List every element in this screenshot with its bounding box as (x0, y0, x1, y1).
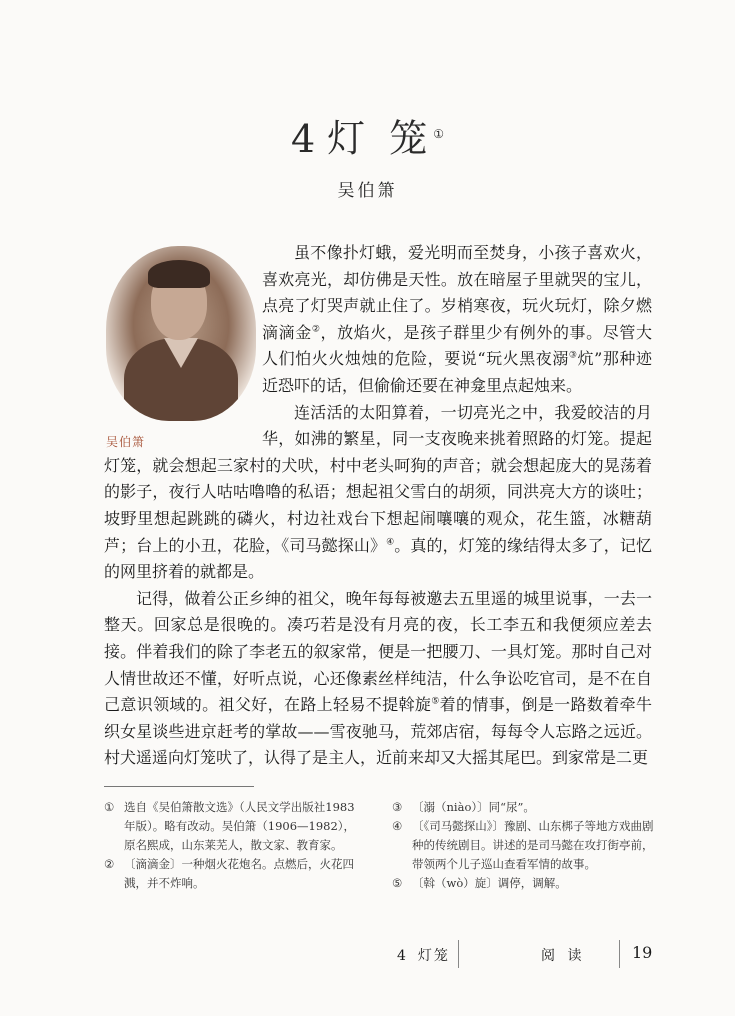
title-footnote-mark[interactable]: ① (433, 127, 445, 141)
footer-lesson-label: 4 灯笼 (397, 948, 450, 964)
page-number: 19 (632, 943, 653, 962)
footer-divider (458, 940, 459, 968)
footer-section-label: 阅 读 (541, 948, 586, 964)
paragraph: 虽不像扑灯蛾，爱光明而至焚身，小孩子喜欢火，喜欢亮光，却仿佛是天性。放在暗屋子里就哭的宝儿，点亮了灯哭声就止住了。岁梢寒夜，玩火玩灯，除夕燃滴滴金②，放焰火，是孩子群里少有例外的事。尽管大人们怕火火烛烛的危险，要说“玩火黑夜溺③炕”那种迹近恐吓的话，但偷偷还要在神龛里点起烛来。 (262, 243, 652, 395)
footnotes-right (392, 798, 654, 893)
lesson-title (0, 112, 735, 161)
article-body (104, 240, 652, 772)
footnote-ref[interactable]: ⑤ (431, 696, 440, 707)
portrait-caption: 吴伯箫 (106, 435, 146, 449)
footnote: ① 选自《吴伯箫散文选》（人民文学出版社1983年版）。略有改动。吴伯箫（1906—1982），原名熙成，山东莱芜人，散文家、教育家。 (104, 800, 356, 852)
footnote-ref[interactable]: ③ (568, 351, 578, 362)
footnote: ② 〔滴滴金〕一种烟火花炮名。点燃后，火花四溅，并不炸响。 (104, 857, 354, 890)
lesson-number: 4 (290, 116, 322, 161)
footnote-ref[interactable]: ④ (386, 537, 395, 548)
footnote-ref[interactable]: ② (311, 324, 321, 335)
lesson-title-text: 灯 笼 (327, 116, 434, 161)
footnotes-left (104, 798, 362, 893)
paragraph: 记得，做着公正乡绅的祖父，晚年每每被邀去五里遥的城里说事，一去一整天。回家总是很晚的。凑巧若是没有月亮的夜，长工李五和我便须应差去接。伴着我们的除了李老五的叙家常，便是一把腰刀、一具灯笼。那时自己对人情世故还不懂，好听点说，心还像素丝样纯洁，什么争讼吃官司，是不在自己意识领域的。祖父好，在路上轻易不提斡旋⑤着的情事，倒是一路数着牵牛织女星谈些进京赶考的掌故——雪夜驰马，荒郊店宿，每每令人忘路之远近。村犬遥遥向灯笼吠了，认得了是主人，近前来却又大摇其尾巴。到家常是二更 (104, 588, 652, 768)
paragraph: 连活活的太阳算着，一切亮光之中，我爱皎洁的月华，如沸的繁星，同一支夜晚来挑着照路的灯笼。提起灯笼，就会想起三家村的犬吠，村中老头呵狗的声音；就会想起庞大的晃荡着的影子，夜行人咕咕噜噜的私语；想起祖父雪白的胡须，同洪亮大方的谈吐；坡野里想起跳跳的磷火，村边社戏台下想起闹嚷嚷的观众，花生篮，冰糖葫芦；台上的小丑，花脸，《司马懿探山》④。真的，灯笼的缘结得太多了，记忆的网里挤着的就都是。 (104, 402, 652, 582)
footnote: ④ 〔《司马懿探山》〕豫剧、山东梆子等地方戏曲剧种的传统剧目。讲述的是司马懿在攻打街亭前，带领两个儿子巡山查看军情的故事。 (392, 819, 654, 871)
footnote: ⑤ 〔斡（wò）旋〕调停，调解。 (392, 876, 567, 890)
author-name: 吴伯箫 (337, 181, 398, 201)
footnote: ③ 〔溺（niào）〕同“尿”。 (392, 800, 535, 814)
footer-divider (619, 940, 620, 968)
footnote-divider (104, 786, 254, 787)
